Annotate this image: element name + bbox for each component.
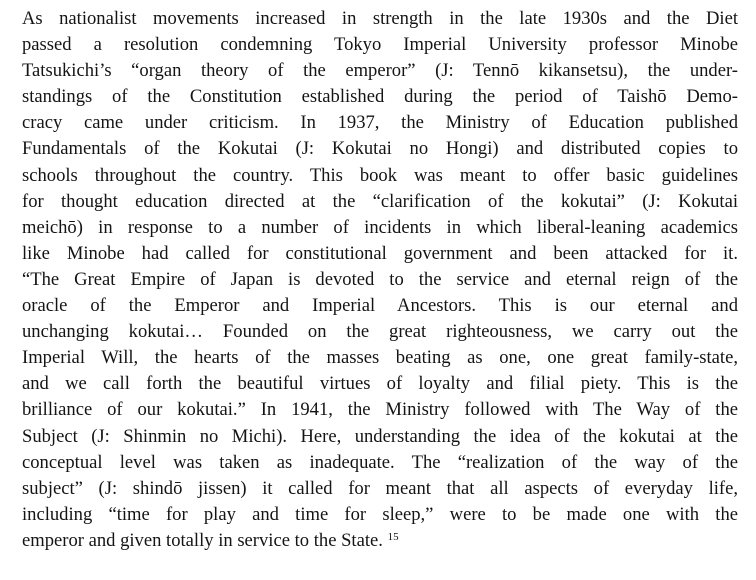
text-line: like Minobe had called for constitutional government and been attacked for it. (22, 242, 738, 264)
text-line: including “time for play and time for sleep,” were to be made one with the (22, 503, 738, 525)
text-line: passed a resolution condemning Tokyo Imperial University professor Minobe (22, 34, 738, 56)
text-line: and we call forth the beautiful virtues of loyalty and filial piety. This is the (22, 373, 738, 395)
text-line: Subject (J: Shinmin no Michi). Here, understanding the idea of the kokutai at the (22, 425, 738, 447)
text-line: standings of the Constitution established during the period of Taishō Demo- (22, 86, 738, 108)
text-line: oracle of the Emperor and Imperial Ancestors. This is our eternal and (22, 295, 738, 317)
text-line: meichō) in response to a number of incidents in which liberal-leaning academics (22, 216, 738, 238)
text-line: cracy came under criticism. In 1937, the Ministry of Education published (22, 112, 738, 134)
text-line: brilliance of our kokutai.” In 1941, the Ministry followed with The Way of the (22, 399, 738, 421)
text-line: conceptual level was taken as inadequate. The “realization of the way of the (22, 451, 738, 473)
text-line: “The Great Empire of Japan is devoted to the service and eternal reign of the (22, 268, 738, 290)
text-line: schools throughout the country. This book was meant to offer basic guidelines (22, 164, 738, 186)
text-line: subject” (J: shindō jissen) it called for meant that all aspects of everyday life, (22, 477, 738, 499)
text-line: Fundamentals of the Kokutai (J: Kokutai no Hongi) and distributed copies to (22, 138, 738, 160)
footnote-marker: 15 (387, 530, 399, 543)
text-line: for thought education directed at the “clarification of the kokutai” (J: Kokutai (22, 190, 738, 212)
last-line-text: emperor and given totally in service to the State. (22, 529, 383, 551)
text-line-last (22, 528, 738, 554)
text-line: As nationalist movements increased in strength in the late 1930s and the Diet (22, 8, 738, 29)
document-page (22, 6, 738, 554)
text-line: Tatsukichi’s “organ theory of the emperor” (J: Tennō kikansetsu), the under- (22, 60, 738, 82)
text-line: Imperial Will, the hearts of the masses beating as one, one great family-state, (22, 347, 738, 369)
text-line: unchanging kokutai… Founded on the great righteousness, we carry out the (22, 321, 738, 343)
